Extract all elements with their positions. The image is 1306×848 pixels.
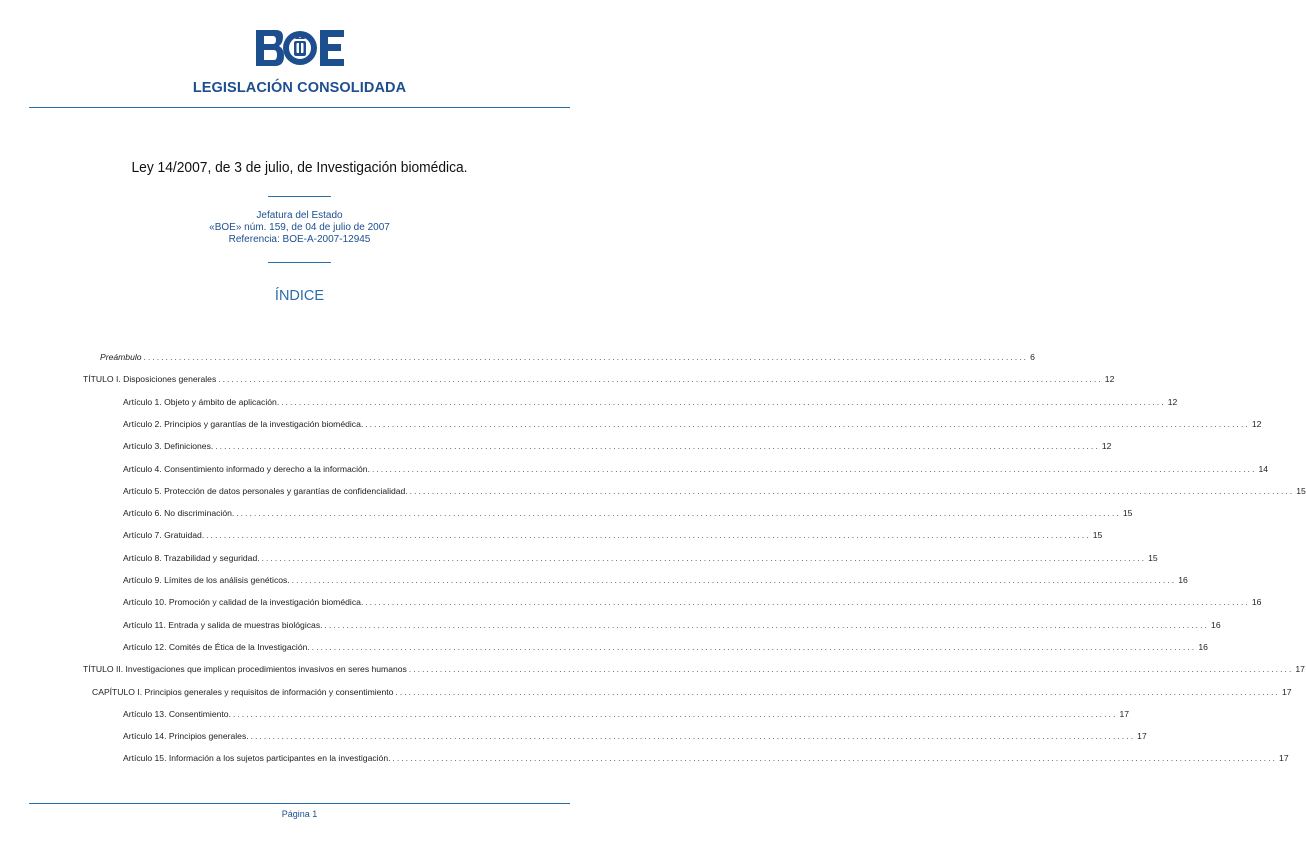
toc-entry-page: 17 — [1279, 753, 1289, 764]
toc-entry[interactable] — [123, 619, 1221, 632]
toc-dot-leader: ........................................................................................................................................................................................................ — [281, 397, 1166, 407]
toc-entry-label: Artículo 6. No discriminación. — [123, 508, 235, 519]
toc-entry-label: Preámbulo — [100, 352, 142, 362]
toc-dot-leader: ........................................................................................................................................................................................................ — [408, 665, 1294, 675]
title-divider-top — [268, 196, 331, 197]
toc-dot-leader: ........................................................................................................................................................................................................ — [365, 598, 1250, 608]
page-number: Página 1 — [281, 809, 318, 819]
index-title: ÍNDICE — [274, 288, 325, 304]
toc-dot-leader: ........................................................................................................................................................................................................ — [291, 576, 1177, 585]
boe-logo — [256, 30, 344, 66]
toc-entry-page: 12 — [1101, 441, 1112, 452]
toc-entry-page: 12 — [1104, 374, 1115, 385]
toc-entry[interactable] — [123, 508, 1133, 520]
toc-dot-leader: ........................................................................................................................................................................................................ — [206, 531, 1091, 541]
toc-entry-page: 17 — [1137, 731, 1147, 742]
toc-entry[interactable] — [123, 463, 1269, 476]
toc-entry[interactable] — [92, 686, 1292, 699]
toc-entry-label: Artículo 14. Principios generales. — [123, 731, 249, 742]
toc-entry-page: 12 — [1167, 396, 1178, 407]
toc-entry[interactable] — [100, 352, 1035, 364]
toc-entry[interactable] — [83, 664, 1305, 676]
toc-dot-leader: ........................................................................................................................................................................................................ — [324, 620, 1210, 630]
toc-entry-label: TÍTULO I. Disposiciones generales — [83, 374, 217, 385]
header-divider — [29, 107, 570, 108]
toc-entry-label: Artículo 8. Trazabilidad y seguridad. — [123, 552, 260, 563]
toc-entry-label: Artículo 12. Comités de Ética de la Investigación. — [123, 641, 310, 652]
toc-entry-page: 15 — [1296, 485, 1306, 496]
toc-dot-leader: ........................................................................................................................................................................................................ — [143, 353, 1029, 362]
toc-entry[interactable] — [123, 641, 1208, 654]
toc-entry[interactable] — [123, 485, 1306, 498]
toc-entry[interactable] — [123, 731, 1147, 743]
toc-entry-label: Artículo 2. Principios y garantías de la investigación biomédica. — [123, 418, 364, 429]
toc-entry-label: Artículo 11. Entrada y salida de muestras biológicas. — [123, 619, 323, 630]
toc-entry[interactable] — [123, 552, 1158, 565]
toc-entry-page: 15 — [1122, 508, 1133, 519]
toc-entry-label: CAPÍTULO I. Principios generales y requisitos de información y consentimiento — [92, 686, 394, 697]
toc-entry[interactable] — [123, 575, 1188, 587]
toc-dot-leader: ........................................................................................................................................................................................................ — [215, 442, 1100, 452]
toc-dot-leader: ........................................................................................................................................................................................................ — [218, 375, 1103, 385]
toc-entry-label: Artículo 13. Consentimiento. — [123, 708, 231, 719]
toc-entry-label: Artículo 1. Objeto y ámbito de aplicación. — [123, 396, 280, 407]
toc-entry-label: Artículo 9. Límites de los análisis genéticos. — [123, 575, 290, 585]
toc-entry-label: Artículo 15. Información a los sujetos participantes en la investigación. — [123, 753, 391, 764]
toc-entry-page: 6 — [1030, 352, 1035, 362]
toc-entry[interactable] — [83, 374, 1115, 386]
toc-entry-label: Artículo 5. Protección de datos personales y garantías de confidencialidad. — [123, 485, 408, 496]
toc-entry[interactable] — [123, 418, 1262, 431]
toc-dot-leader: ........................................................................................................................................................................................................ — [392, 754, 1278, 764]
title-divider-bottom — [268, 262, 331, 263]
footer-divider — [29, 803, 570, 804]
toc-entry[interactable] — [123, 753, 1289, 765]
toc-entry[interactable] — [123, 396, 1178, 409]
toc-dot-leader: ........................................................................................................................................................................................................ — [232, 709, 1118, 719]
toc-entry-page: 16 — [1211, 619, 1221, 630]
gazette-reference: «BOE» núm. 159, de 04 de julio de 2007 — [209, 222, 390, 233]
toc-dot-leader: ........................................................................................................................................................................................................ — [261, 553, 1147, 563]
toc-entry[interactable] — [123, 441, 1112, 453]
toc-entry-label: TÍTULO II. Investigaciones que implican procedimientos invasivos en seres humanos — [83, 664, 407, 675]
toc-entry-label: Artículo 7. Gratuidad. — [123, 530, 205, 541]
toc-dot-leader: ........................................................................................................................................................................................................ — [311, 642, 1197, 652]
toc-dot-leader: ........................................................................................................................................................................................................ — [365, 419, 1250, 429]
toc-entry-page: 17 — [1119, 708, 1130, 719]
toc-dot-leader: ........................................................................................................................................................................................................ — [250, 732, 1136, 742]
toc-entry-label: Artículo 10. Promoción y calidad de la investigación biomédica. — [123, 597, 364, 608]
toc-entry-page: 15 — [1148, 552, 1158, 563]
toc-entry-page: 12 — [1251, 418, 1262, 429]
toc-entry-page: 14 — [1258, 463, 1269, 474]
toc-entry-label: Artículo 3. Definiciones. — [123, 441, 214, 452]
toc-entry[interactable] — [123, 530, 1103, 542]
document-reference: Referencia: BOE-A-2007-12945 — [228, 234, 371, 245]
toc-entry-page: 17 — [1295, 664, 1305, 675]
issuer: Jefatura del Estado — [256, 210, 343, 221]
toc-entry-page: 17 — [1281, 686, 1292, 697]
toc-entry-page: 16 — [1198, 641, 1208, 652]
law-title: Ley 14/2007, de 3 de julio, de Investigación biomédica. — [131, 159, 468, 176]
toc-entry-page: 16 — [1251, 597, 1262, 608]
toc-entry-label: Artículo 4. Consentimiento informado y derecho a la información. — [123, 463, 370, 474]
toc-entry-page: 15 — [1092, 530, 1103, 541]
toc-entry[interactable] — [123, 597, 1262, 609]
toc-entry[interactable] — [123, 708, 1130, 721]
toc-dot-leader: ........................................................................................................................................................................................................ — [371, 464, 1257, 474]
toc-dot-leader: ........................................................................................................................................................................................................ — [395, 687, 1280, 697]
toc-dot-leader: ........................................................................................................................................................................................................ — [409, 486, 1295, 496]
toc-dot-leader: ........................................................................................................................................................................................................ — [236, 509, 1121, 519]
section-title: LEGISLACIÓN CONSOLIDADA — [192, 80, 407, 96]
toc-entry-page: 16 — [1178, 575, 1188, 585]
